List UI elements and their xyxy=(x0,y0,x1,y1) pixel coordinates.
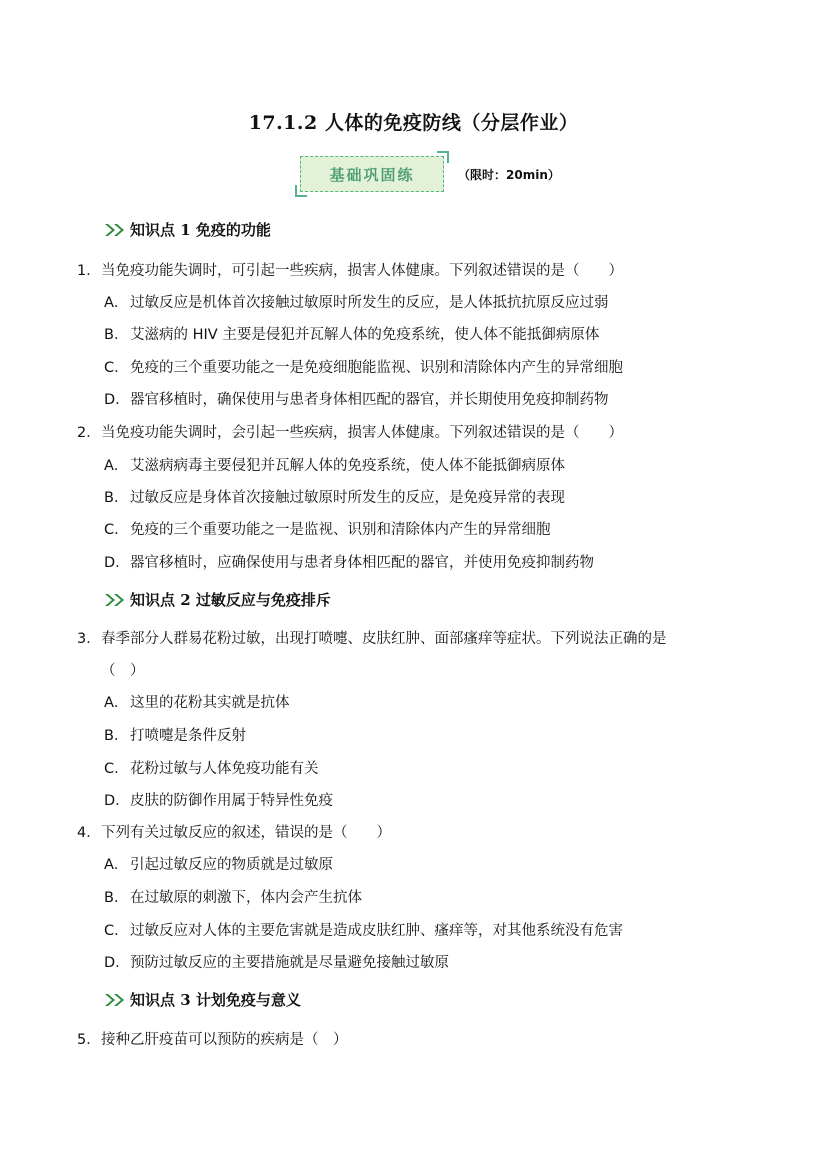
option-label: B． xyxy=(104,728,129,744)
section-heading-text: 知识点 1 免疫的功能 xyxy=(130,221,271,239)
option-label: C． xyxy=(104,522,129,538)
option-label: B． xyxy=(104,890,129,906)
option-text: 艾滋病病毒主要侵犯并瓦解人体的免疫系统，使人体不能抵御病原体 xyxy=(130,458,565,474)
option-label: A． xyxy=(104,857,129,873)
option-item xyxy=(104,789,333,810)
option-item xyxy=(104,356,623,377)
option-text: 预防过敏反应的主要措施就是尽量避免接触过敏原 xyxy=(130,955,449,971)
option-text: 过敏反应是机体首次接触过敏原时所发生的反应，是人体抵抗抗原反应过弱 xyxy=(130,295,609,311)
option-label: C． xyxy=(104,923,129,939)
option-item xyxy=(104,291,609,312)
question-text-continued: （ ） xyxy=(101,663,145,679)
page-title: 17.1.2 人体的免疫防线（分层作业） xyxy=(248,112,579,134)
section-badge: 基础巩固练 xyxy=(300,156,444,192)
option-text: 免疫的三个重要功能之一是监视、识别和清除体内产生的异常细胞 xyxy=(130,522,551,538)
option-text: 打喷嚏是条件反射 xyxy=(130,728,246,744)
option-label: D． xyxy=(104,555,130,571)
question-number: 5． xyxy=(77,1032,101,1048)
option-item xyxy=(104,486,565,507)
option-item xyxy=(104,388,609,409)
option-text: 这里的花粉其实就是抗体 xyxy=(130,695,290,711)
option-label: C． xyxy=(104,360,129,376)
section-heading-3 xyxy=(104,989,301,1010)
option-item xyxy=(104,724,246,745)
option-item xyxy=(104,853,333,874)
double-chevron-icon xyxy=(104,223,126,237)
time-limit: （限时：20min） xyxy=(458,168,560,182)
option-text: 引起过敏反应的物质就是过敏原 xyxy=(130,857,333,873)
option-label: A． xyxy=(104,695,129,711)
option-item xyxy=(104,454,565,475)
option-label: B． xyxy=(104,490,129,506)
option-text: 器官移植时，确保使用与患者身体相匹配的器官，并长期使用免疫抑制药物 xyxy=(130,392,609,408)
option-item xyxy=(104,551,594,572)
option-item xyxy=(104,886,362,907)
option-item xyxy=(104,757,319,778)
question-number: 2． xyxy=(77,425,101,441)
option-item xyxy=(104,691,290,712)
option-item xyxy=(104,919,623,940)
option-text: 艾滋病的 HIV 主要是侵犯并瓦解人体的免疫系统，使人体不能抵御病原体 xyxy=(130,327,600,343)
option-label: A． xyxy=(104,295,129,311)
question-number: 3． xyxy=(77,631,101,647)
question-number: 1． xyxy=(77,263,101,279)
option-label: B． xyxy=(104,327,129,343)
option-label: A． xyxy=(104,458,129,474)
option-text: 在过敏原的刺激下，体内会产生抗体 xyxy=(130,890,362,906)
question-text: 接种乙肝疫苗可以预防的疾病是（ ） xyxy=(101,1032,348,1048)
option-text: 花粉过敏与人体免疫功能有关 xyxy=(130,761,319,777)
option-label: D． xyxy=(104,793,130,809)
option-text: 过敏反应对人体的主要危害就是造成皮肤红肿、瘙痒等，对其他系统没有危害 xyxy=(130,923,623,939)
option-text: 器官移植时，应确保使用与患者身体相匹配的器官，并使用免疫抑制药物 xyxy=(130,555,594,571)
question-text: 下列有关过敏反应的叙述，错误的是（ ） xyxy=(101,825,391,841)
section-heading-1 xyxy=(104,219,271,240)
question-text: 当免疫功能失调时，可引起一些疾病，损害人体健康。下列叙述错误的是（ ） xyxy=(101,263,623,279)
question-text: 当免疫功能失调时，会引起一些疾病，损害人体健康。下列叙述错误的是（ ） xyxy=(101,425,623,441)
option-item xyxy=(104,951,449,972)
section-heading-2 xyxy=(104,589,331,610)
question-number: 4． xyxy=(77,825,101,841)
option-label: D． xyxy=(104,955,130,971)
double-chevron-icon xyxy=(104,593,126,607)
option-text: 免疫的三个重要功能之一是免疫细胞能监视、识别和清除体内产生的异常细胞 xyxy=(130,360,623,376)
option-text: 皮肤的防御作用属于特异性免疫 xyxy=(130,793,333,809)
question-text: 春季部分人群易花粉过敏，出现打喷嚏、皮肤红肿、面部瘙痒等症状。下列说法正确的是 xyxy=(101,631,667,647)
option-label: D． xyxy=(104,392,130,408)
section-heading-text: 知识点 2 过敏反应与免疫排斥 xyxy=(130,591,331,609)
double-chevron-icon xyxy=(104,993,126,1007)
option-item xyxy=(104,518,551,539)
option-label: C． xyxy=(104,761,129,777)
option-item xyxy=(104,323,599,344)
option-text: 过敏反应是身体首次接触过敏原时所发生的反应，是免疫异常的表现 xyxy=(130,490,565,506)
section-heading-text: 知识点 3 计划免疫与意义 xyxy=(130,991,301,1009)
